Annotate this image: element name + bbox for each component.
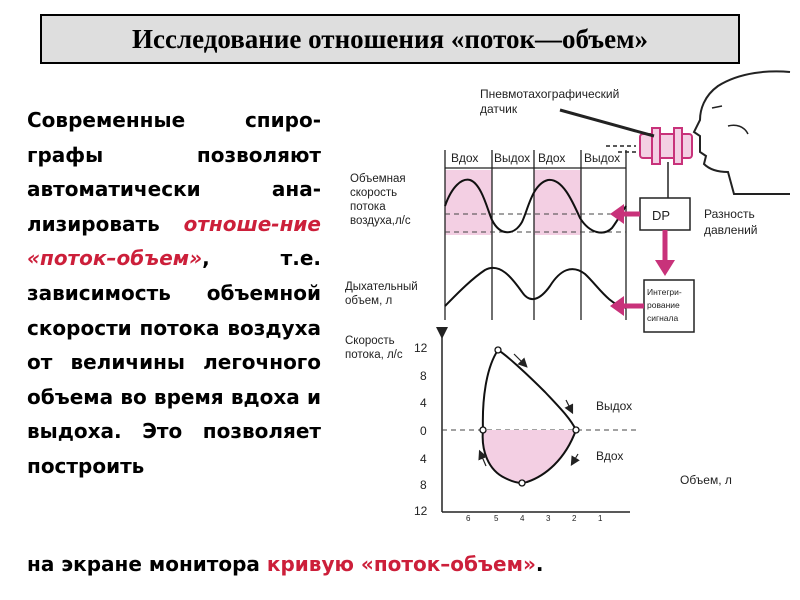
inhale-arrow-1 [572, 454, 578, 464]
sensor-label-1: Пневмотахографический [480, 87, 620, 101]
flow-label-2: скорость [350, 187, 398, 199]
x-tick-1: 1 [598, 514, 603, 523]
body-text-part-1: Современные спиро-графы позволяют автоматически ана-лизировать [27, 108, 321, 236]
y-tick-12-top: 12 [414, 341, 428, 355]
loop-left-point [480, 427, 486, 433]
x-tick-3: 3 [546, 514, 551, 523]
peak-flow-point [495, 347, 501, 353]
volume-label-2: объем, л [345, 295, 393, 307]
phase-label-1: Вдох [451, 151, 479, 165]
integ-label-1: Интегри- [647, 287, 682, 297]
exhale-loop-curve [483, 350, 576, 430]
x-tick-5: 5 [494, 514, 499, 523]
loop-ylabel-2: потока, л/с [345, 349, 403, 361]
loop-right-point [573, 427, 579, 433]
slide-title: Исследование отношения «поток—объем» [132, 23, 648, 54]
inhale-label: Вдох [596, 449, 624, 463]
exhale-label: Выдох [596, 399, 633, 413]
last-line-part-1: на экране монитора [27, 552, 267, 576]
y-tick-4-top: 4 [420, 396, 427, 410]
flow-volume-loop [345, 335, 732, 523]
integ-label-3: сигнала [647, 313, 679, 323]
traces-panel [445, 150, 626, 320]
phase-label-3: Вдох [538, 151, 566, 165]
flow-label-3: потока [350, 201, 386, 213]
loop-ylabel-1: Скорость [345, 335, 395, 347]
x-axis-label: Объем, л [680, 473, 732, 487]
phase-label-4: Выдох [584, 151, 621, 165]
last-line-highlight: кривую «поток–объем» [266, 552, 536, 576]
integ-label-2: рование [647, 300, 680, 310]
loop-bottom-point [519, 480, 525, 486]
pressure-label-2: давлений [704, 223, 758, 237]
head-profile-icon [694, 71, 790, 194]
flow-label-4: воздуха,л/с [350, 215, 411, 227]
y-tick-0: 0 [420, 424, 427, 438]
body-highlight: отноше-ние «поток–объем» [27, 211, 321, 271]
y-tick-12-bottom: 12 [414, 504, 428, 518]
volume-trace [445, 268, 626, 308]
exhale-arrow-2 [566, 400, 572, 412]
body-text-part-2: , т.е. зависимость объемной скорости потока воздуха от величины легочного объема во время вдоха и выдоха. Это позволяет построить [27, 246, 321, 478]
x-tick-4: 4 [520, 514, 525, 523]
y-tick-8-top: 8 [420, 369, 427, 383]
volume-label-1: Дыхательный [345, 281, 418, 293]
x-tick-6: 6 [466, 514, 471, 523]
pressure-label-1: Разность [704, 207, 755, 221]
dp-label: DP [652, 208, 671, 223]
last-line-part-2: . [535, 552, 544, 576]
sensor-pointer-line [560, 110, 654, 136]
sensor-label-2: датчик [480, 102, 518, 116]
flow-label-1: Объемная [350, 173, 406, 185]
x-tick-2: 2 [572, 514, 577, 523]
phase-label-2: Выдох [494, 151, 531, 165]
y-tick-8-bottom: 8 [420, 478, 427, 492]
y-tick-4-bottom: 4 [420, 452, 427, 466]
